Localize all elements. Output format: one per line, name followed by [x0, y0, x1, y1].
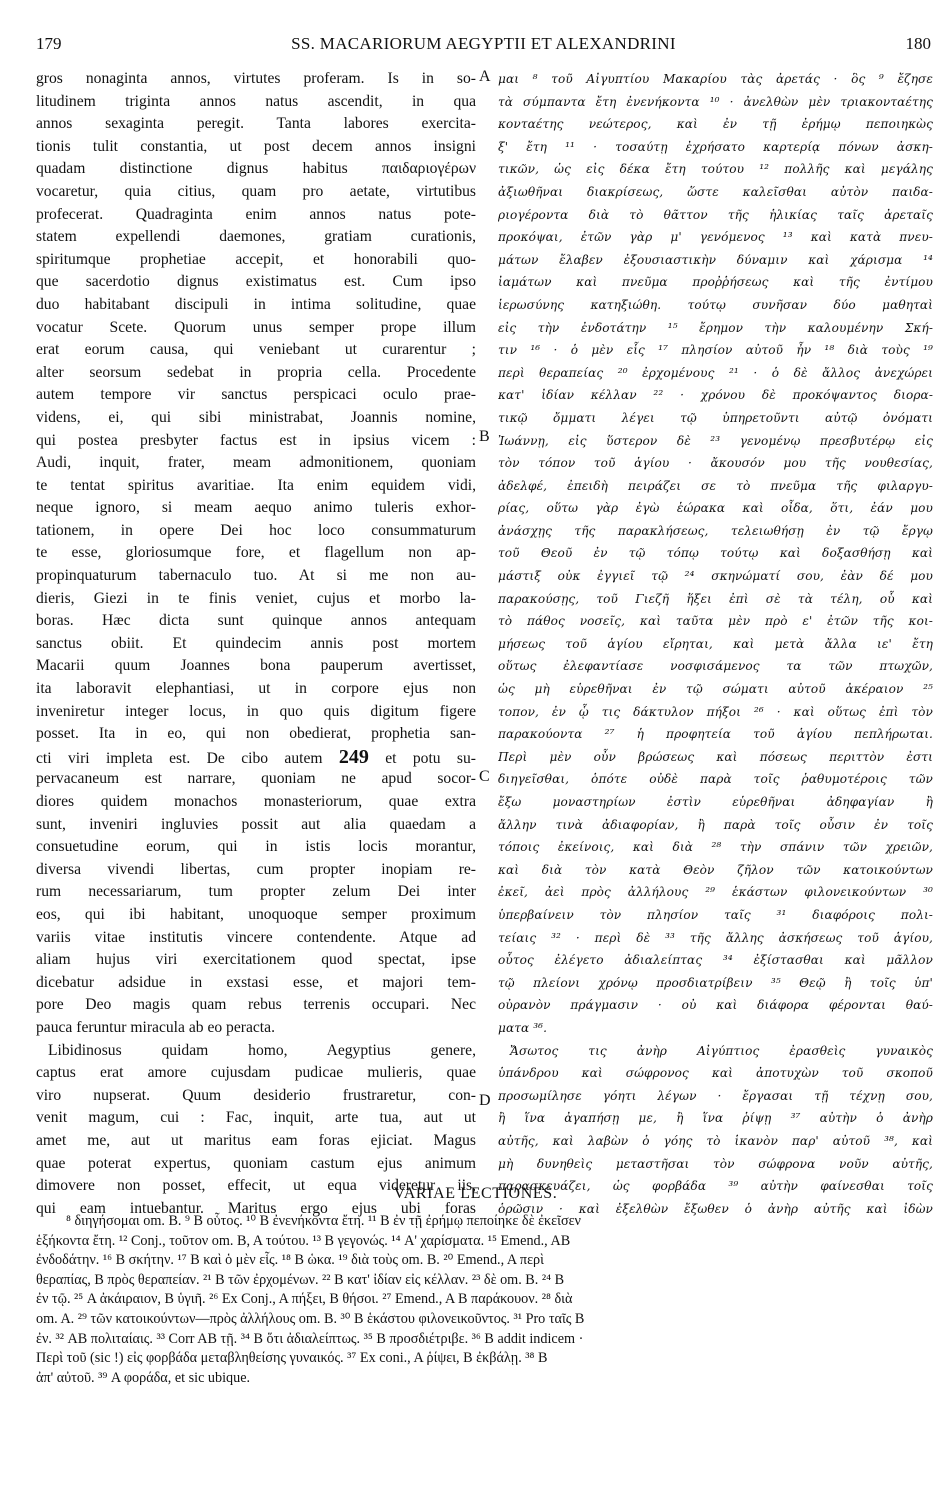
latin-line: gros nonaginta annos, virtutes proferam. Is in so- [36, 70, 476, 87]
latin-line: alter seorsum sedebat in propria cella. Procedente [36, 363, 476, 381]
latin-line: tationem, in opere Dei hoc loco consummaturum [36, 521, 476, 539]
latin-line: Macarii quum Joannes bona pauperum avertisset, [36, 657, 476, 675]
running-head [36, 34, 931, 56]
variae-lectiones [36, 1212, 933, 1388]
greek-line: παρασκευάζει, ὡς φορβάδα ³⁹ αὐτὴν φαίνεσθαι τοῖς [498, 1179, 933, 1194]
greek-line: διηγεῖσθαι, ὁπότε οὐδὲ παρὰ τοῖς ῥαθυμοτέροις τῶν [498, 772, 933, 787]
latin-line: amet me, aut ut maritus eam foras ejiciat. Magus [36, 1131, 476, 1149]
latin-line: venit magum, cui : Fac, inquit, arte tua, aut ut [36, 1109, 476, 1127]
latin-line: te tentat spiritus avaritiae. Ita enim equidem vidi, [36, 476, 476, 494]
variae-line: ἐν τῷ. ²⁵ A ἀκάιραιον, B ὑγιῆ. ²⁶ Ex Conj., A πήξει, B θήσοι. ²⁷ Emend., A B παράκουον. ²⁸ διὰ [36, 1291, 573, 1308]
latin-column [36, 68, 476, 1220]
latin-line: quadam distinctione dignus habitus παιδαριογέρων [36, 160, 476, 178]
variae-lectiones-title: VARIAE LECTIONES. [393, 1185, 558, 1202]
latin-line: que sacerdotio dignus existimatus est. Cum ipso [36, 273, 476, 291]
running-title: SS. MACARIORUM AEGYPTII ET ALEXANDRINI [291, 34, 676, 53]
latin-line-column-mark [36, 746, 476, 769]
greek-line: Ἰωάννῃ, εἰς ὕστερον δὲ ²³ γενομένῳ πρεσβυτέρῳ εἰς [498, 433, 933, 448]
variae-line: ἑξήκοντα ἔτη. ¹² Conj., τοῦτον om. B, A τούτου. ¹³ B γεγονώς. ¹⁴ A' χαρίσματα. ¹⁵ Emend., AB [36, 1232, 571, 1249]
latin-line: statem expellendi daemones, gratiam curationis, [36, 228, 476, 246]
latin-line: pore Deo magis quam rebus terrenis occupari. Nec [36, 996, 476, 1014]
greek-line: παρακούσῃς, τοῦ Γιεζῆ ἥξει ἐπὶ σὲ τὰ τέλη, οὗ καὶ [498, 591, 933, 606]
latin-line: autem tempore vir sanctus perspicaci oculo prae- [36, 386, 476, 404]
page-number-right: 180 [905, 34, 931, 53]
greek-line: τῷ πλείονι χρόνῳ προσδιατρίβειν ³⁵ Θεῷ ἢ τοῖς ὑπ' [498, 975, 933, 990]
margin-marker-c: C [479, 768, 490, 785]
greek-column [498, 68, 933, 1220]
greek-line: τόποις ἐκείνοις, καὶ διὰ ²⁸ τὴν σπάνιν τῶν χρειῶν, [498, 840, 933, 855]
page-number-left: 179 [36, 34, 62, 53]
greek-line: ἢ ἵνα ἀγαπήσῃ με, ἢ ἵνα ῥίψῃ ³⁷ αὐτὴν ὁ ἀνὴρ [498, 1111, 933, 1126]
greek-line: ἀξιωθῆναι διακρίσεως, ὥστε καλεῖσθαι αὐτὸν παιδα- [498, 184, 933, 199]
latin-line: Audi, inquit, frater, meam admonitionem, quoniam [36, 454, 476, 472]
latin-line-part: et potu su- [385, 749, 476, 767]
greek-line: αὐτῆς, καὶ λαβὼν ὁ γόης τὸ ἱκανὸν παρ' αὐτοῦ ³⁸, καὶ [498, 1133, 933, 1148]
greek-line: ματα ³⁶. [498, 1020, 548, 1035]
latin-line: vocatur Scete. Quorum unus semper prope illum [36, 318, 476, 336]
greek-line: ὑπερβαίνειν τὸν πλησίον ταῖς ³¹ διαφόροις πολι- [498, 907, 933, 922]
latin-line: spiritumque prophetiae accepit, et honorabili quo- [36, 250, 476, 268]
greek-line: Ἄσωτος τις ἀνὴρ Αἰγύπτιος ἐρασθεὶς γυναικὸς [510, 1043, 933, 1058]
latin-line-part: cti viri impleta est. De cibo autem [36, 749, 323, 767]
latin-line: sanctus obiit. Et quindecim annis post mortem [36, 634, 476, 652]
latin-line: sunt, inveniri ingluvies possit aut alia quaedam a [36, 815, 476, 833]
greek-line: ρίας, οὕτω γὰρ ἐγὼ ἑώρακα καὶ οἶδα, ὅτι, ἐάν μου [498, 501, 933, 516]
latin-line: ita laboravit elephantiasi, ut in corpore ejus non [36, 680, 476, 698]
greek-line: ἰαμάτων καὶ πνεῦμα προῤῥήσεως καὶ τῆς ἐντίμου [498, 275, 933, 290]
latin-line: boras. Hæc dicta sunt quinque annos antequam [36, 612, 476, 630]
greek-line: τὸν τόπον τοῦ ἁγίου · ἄκουσόν μου τῆς νουθεσίας, [498, 456, 933, 471]
greek-line: μάστιξ οὐκ ἐγγιεῖ τῷ ²⁴ σκηνώματί σου, ἐὰν δέ μου [498, 569, 933, 584]
greek-line: τιν ¹⁶ · ὁ μὲν εἷς ¹⁷ πλησίον αὐτοῦ ἦν ¹⁸ διὰ τοὺς ¹⁹ [498, 343, 933, 358]
greek-line: τείαις ³² · περὶ δὲ ³³ τῆς ἄλλης ἀσκήσεως τοῦ ἁγίου, [498, 930, 933, 945]
greek-line: μήσεως τοῦ ἁγίου εἴρηται, καὶ μετὰ ἄλλα ιε' ἔτη [498, 636, 933, 651]
latin-line: qui eam intuebantur. Maritus ergo ejus ubi foras [36, 1199, 476, 1217]
greek-line: ὑπάνδρου καὶ σώφρονος καὶ ἀποτυχὼν τοῦ σκοποῦ [498, 1066, 933, 1081]
latin-line: aliam hujus viri exercitationem quod spectat, ipse [36, 951, 476, 969]
latin-line: litudinem triginta annos natus ascendit, in qua [36, 92, 476, 110]
latin-line: duo habitabant discipuli in intima solitudine, quae [36, 295, 476, 313]
latin-line: erat eorum causa, qui veniebant ut curarentur ; [36, 341, 476, 359]
greek-line: προκόψαι, ἐτῶν γὰρ μ' γενόμενος ¹³ καὶ κατὰ πνευ- [498, 230, 933, 245]
latin-line: quae poterat expertus, quoniam castum ejus animum [36, 1154, 476, 1172]
margin-marker-a: A [479, 68, 491, 85]
greek-line: ξ' ἔτη ¹¹ · τοσαύτῃ ἐχρήσατο καρτερίᾳ πόνων ἀσκη- [498, 139, 933, 154]
greek-line: ριογέροντα διὰ τὸ θᾶττον τῆς ἡλικίας ταῖς ἀρεταῖς [498, 207, 933, 222]
greek-line: ἄλλην τινὰ ἀδιαφορίαν, ἢ παρὰ τοῖς οὖσιν ἐν τοῖς [498, 817, 933, 832]
greek-line: ὡς μὴ εὑρεθῆναι ἐν τῷ σώματι αὐτοῦ ἀκέραιον ²⁵ [498, 682, 933, 697]
latin-line: qui postea presbyter factus est in ipsius vicem : [36, 431, 476, 449]
latin-paragraph-1 [36, 68, 476, 746]
greek-line: ἔξω μοναστηρίων ἐστὶν εὑρεθῆναι ἀδηφαγίαν ἢ [498, 795, 933, 809]
greek-line: οὕτως ἐλεφαντίασε νοσφισάμενος τα τῶν πτωχῶν, [498, 659, 933, 674]
greek-line: ἱερωσύνης κατηξιώθη. τούτῳ συνῆσαν δύο μαθηταὶ [498, 297, 933, 312]
greek-line: τοῦ Θεοῦ ἐν τῷ τόπῳ τούτῳ καὶ δοξασθήσῃ καὶ [498, 546, 933, 561]
greek-line: τὰ σύμπαντα ἔτη ἐνενήκοντα ¹⁰ · ἀνελθὼν μὲν τριακονταέτης [498, 94, 933, 109]
greek-line: κατ' ἰδίαν κέλλαν ²² · χρόνου δὲ προκόψαντος διορα- [498, 388, 933, 403]
variae-line: Περὶ τοῦ (sic !) εἰς φορβάδα μεταβληθείσης γυναικός. ³⁷ Ex coni., A ῥίψει, B ἐκβάλῃ. ³⁸ B [36, 1350, 548, 1367]
greek-line: κονταέτης νεώτερος, καὶ ἐν τῇ ἐρήμῳ πεποιηκὼς [498, 117, 933, 132]
variae-line: om. A. ²⁹ τῶν κατοικούντων—πρὸς ἀλλήλους om. B. ³⁰ B ἑκάστου φιλονεικοῦντος. ³¹ Pro ταῖς B [36, 1310, 585, 1327]
latin-line: vocaretur, quia citius, quam pro aetate, virtutibus [36, 182, 476, 200]
greek-line: εἰς τὴν ἐνδοτάτην ¹⁵ ἔρημον τὴν καλουμένην Σκή- [498, 320, 933, 335]
greek-line: μαι ⁸ τοῦ Αἰγυπτίου Μακαρίου τὰς ἀρετάς · ὃς ⁹ ἔζησε [498, 72, 933, 86]
latin-line: captus erat amore cujusdam pudicae mulieris, quae [36, 1064, 476, 1082]
greek-line: καὶ διὰ τὸν κατὰ Θεὸν ζῆλον τῶν κατοικούντων [498, 862, 933, 877]
latin-line: tionis tulit constantia, ut post decem annos insigni [36, 137, 476, 155]
margin-marker-d: D [479, 1092, 491, 1109]
greek-line: ὁρῶσιν · καὶ ἐξελθὼν ἔξωθεν ὁ ἀνὴρ αὐτῆς καὶ ἰδὼν [498, 1201, 933, 1216]
greek-line: ἀδελφέ, ἐπειδὴ πειράζει σε τὸ πνεῦμα τῆς φιλαργυ- [498, 478, 933, 493]
greek-paragraph-1 [498, 68, 933, 1040]
latin-line: inveniretur integer locus, in quo quis digitum figere [36, 702, 476, 720]
latin-line: profecerat. Quadraginta enim annos natus pote- [36, 205, 476, 223]
greek-line: παρακούοντα ²⁷ ἡ προφητεία τοῦ ἁγίου πεπλήρωται. [498, 727, 933, 742]
latin-line: diversa vivendi libertas, cum propter inopiam re- [36, 860, 476, 878]
greek-line: ἀνάσχῃς τῆς παρακλήσεως, τελειωθήσῃ ἐν τῷ ἔργῳ [498, 523, 933, 538]
latin-line: dieris, Giezi in te finis veniet, cujus et morbo la- [36, 589, 476, 607]
latin-line: Libidinosus quidam homo, Aegyptius genere, [48, 1041, 476, 1059]
latin-line: rum necessariarum, tum propter zelum Dei inter [36, 883, 476, 901]
variae-line: ἐνδοδάτην. ¹⁶ B σκήτην. ¹⁷ B καὶ ὁ μὲν εἷς. ¹⁸ B ὡκα. ¹⁹ διὰ τοὺς om. B. ²⁰ Emend., A περὶ [36, 1252, 544, 1269]
latin-line: videns, ei, qui sibi ministrabat, Joannis nomine, [36, 408, 476, 426]
variae-line: ⁸ διηγήσομαι om. B. ⁹ B οὗτος. ¹⁰ B ἐνενήκοντα ἔτη. ¹¹ B ἐν τῇ ἐρήμῳ πεποίηκε δὲ ἐκεῖσεν [66, 1213, 581, 1229]
greek-line: ἐκεῖ, ἀεὶ πρὸς ἀλλήλους ²⁹ ἑκάστων φιλονεικούντων ³⁰ [498, 885, 933, 900]
latin-paragraph-1-cont [36, 768, 476, 1039]
column-number: 249 [338, 745, 369, 768]
margin-marker-b: B [479, 428, 490, 445]
greek-line: μάτων ἔλαβεν ἐξουσιαστικὴν δύναμιν καὶ χάρισμα ¹⁴ [498, 252, 933, 267]
latin-line: diores quidem monachos monasteriorum, quae extra [36, 793, 476, 810]
greek-line: Περὶ μὲν οὖν βρώσεως καὶ πόσεως περιττὸν ἐστι [498, 749, 933, 764]
latin-line: te esse, gloriosumque fore, et flagellum non ap- [36, 544, 476, 562]
greek-line: μὴ δυνηθεὶς μεταστῆσαι τὸν σώφρονα νοῦν αὐτῆς, [498, 1156, 933, 1171]
greek-line: τοπον, ἐν ᾧ τις δάκτυλον πήξοι ²⁶ · καὶ οὕτως ἐπὶ τὸν [498, 704, 933, 719]
variae-line: ἐν. ³² AB πολιταίαις. ³³ Corr AB τῇ. ³⁴ B ὅτι ἀδιαλείπτως. ³⁵ B προσδιέτριβε. ³⁶ B addit indicem · [36, 1330, 584, 1347]
latin-line: pervacaneum est narrare, quoniam ne apud socor- [36, 770, 476, 788]
greek-line: τικῶν, ὡς εἰς δέκα ἔτη τούτου ¹² πολλῆς καὶ μεγάλης [498, 162, 933, 177]
greek-line: προσωμίλησε γόητι λέγων · ἔργασαι τῇ τέχνῃ σου, [498, 1088, 933, 1103]
latin-line: consuetudine eorum, qui in istis locis morantur, [36, 838, 476, 856]
latin-line: propinquaturum tabernaculo tuo. At si me non au- [36, 567, 476, 585]
latin-line: viro nupserat. Quum desiderio frustraretur, con- [36, 1086, 476, 1104]
latin-line: pauca feruntur miracula ab eo peracta. [36, 1018, 275, 1036]
variae-line: θεραπίας, B πρὸς θεραπείαν. ²¹ B τῶν ἐρχομένων. ²² B κατ' ἰδίαν εἰς κέλλαν. ²³ δὲ om. B. ²⁴ B [36, 1271, 565, 1288]
greek-line: οὐρανὸν πράγμασιν · οὐ καὶ διάφορα φέρονται θαύ- [498, 998, 933, 1013]
greek-line: τικῷ ὄμματι λέγει τῷ ὑπηρετοῦντι αὐτῷ ὀνόματι [498, 410, 933, 425]
latin-line: annos sexaginta peregit. Tanta labores exercita- [36, 115, 476, 133]
latin-line: posset. Ita in eo, qui non obedierat, prophetia san- [36, 725, 476, 743]
latin-line: neque ignoro, si meam aequo animo tuleris exhor- [36, 499, 476, 517]
latin-line: dicebatur adsidue in exstasi esse, et majori tem- [36, 973, 476, 991]
variae-line: ἀπ' αὐτοῦ. ³⁹ A φοράδα, et sic ubique. [36, 1369, 251, 1386]
latin-line: variis vitae institutis vincere contendente. Atque ad [36, 928, 476, 946]
greek-line: τὸ πάθος νοσεῖς, καὶ ταῦτα μὲν πρὸ ε' ἐτῶν τῆς κοι- [498, 614, 933, 629]
greek-line: οὗτος ἐλέγετο ἀδιαλείπτας ³⁴ ἐξίστασθαι καὶ μᾶλλον [498, 953, 933, 968]
greek-line: περὶ θεραπείας ²⁰ ἐρχομένους ²¹ · ὁ δὲ ἄλλος ἀνεχώρει [498, 365, 933, 380]
latin-line: eos, qui ibi habitant, unoquoque semper proximum [36, 905, 476, 923]
latin-line: dimovere non posset, effecit, ut equa videretur iis, [36, 1177, 476, 1195]
